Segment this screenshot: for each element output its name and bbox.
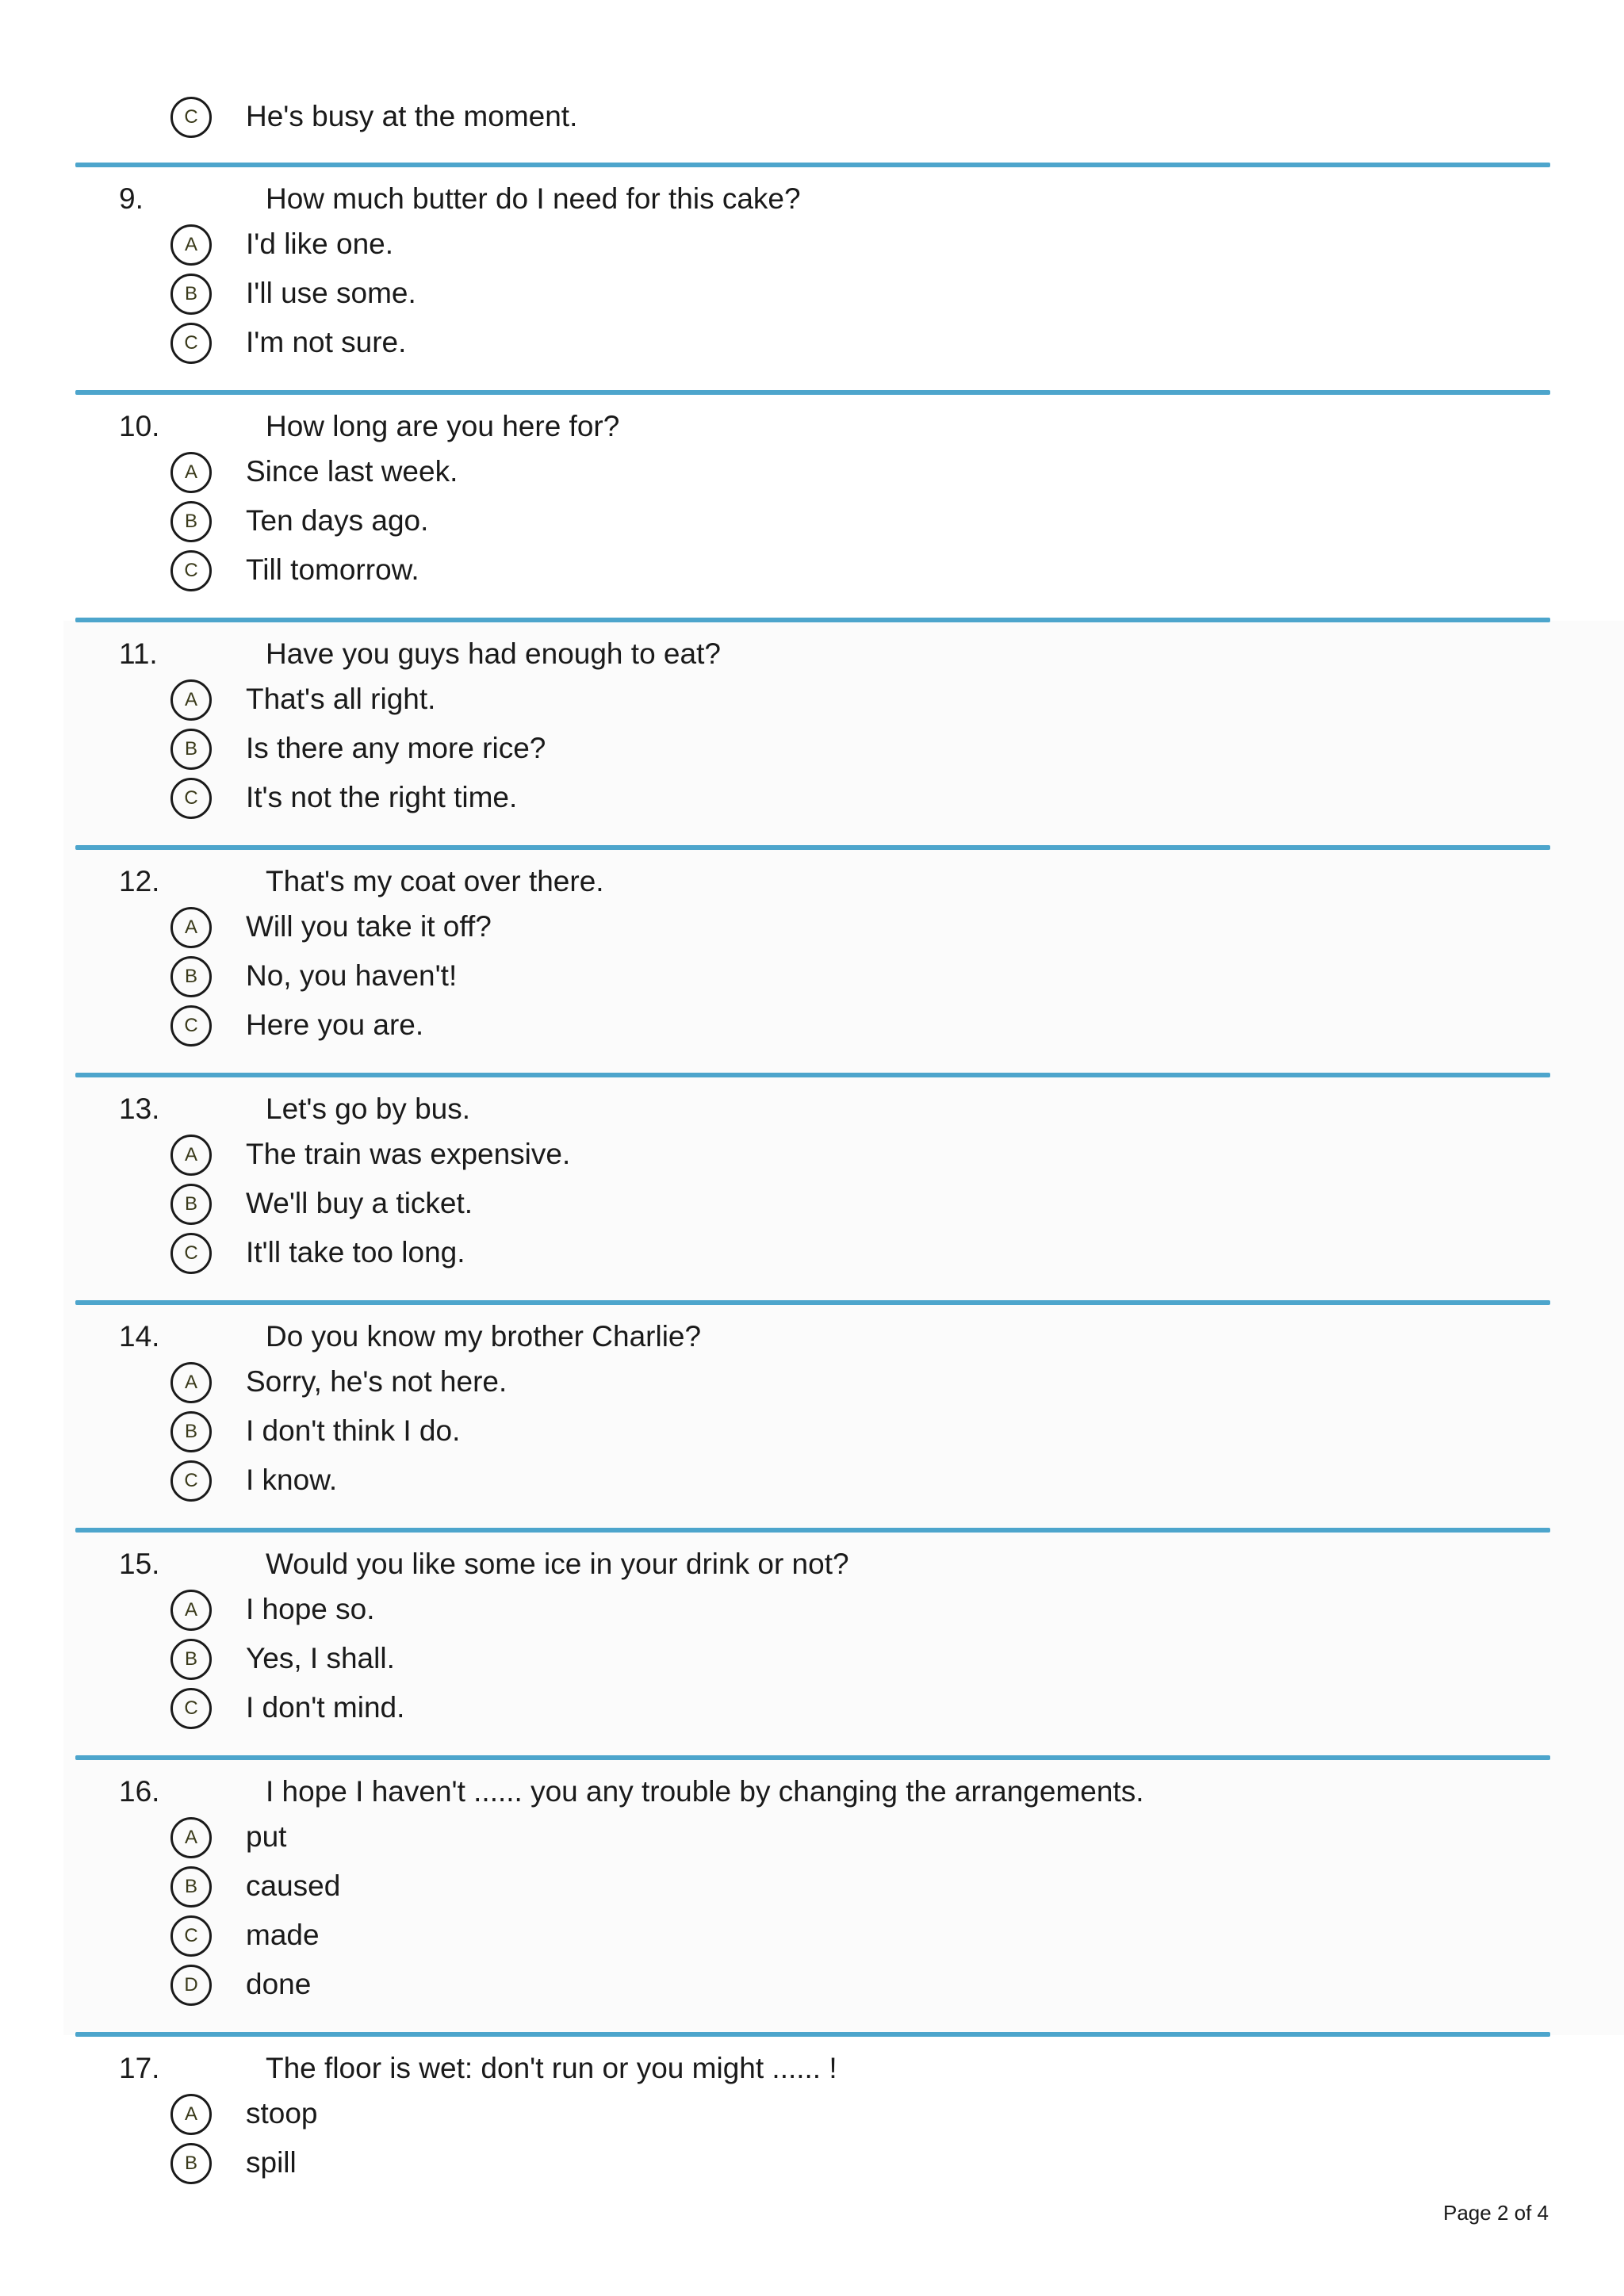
option-text: Yes, I shall. (246, 1642, 395, 1674)
option-circle[interactable]: C (170, 323, 212, 364)
option-text: stoop (246, 2097, 318, 2130)
option-circle[interactable]: A (170, 907, 212, 948)
option-circle[interactable]: A (170, 2094, 212, 2135)
option-circle[interactable]: C (170, 778, 212, 819)
option-text: Will you take it off? (246, 910, 492, 943)
question-text: That's my coat over there. (266, 865, 604, 897)
option-circle[interactable]: C (170, 1688, 212, 1729)
question-number: 13. (119, 1093, 160, 1125)
option-circle[interactable]: B (170, 1639, 212, 1680)
question-number: 15. (119, 1548, 160, 1580)
option-text: Here you are. (246, 1008, 424, 1041)
option-text: I know. (246, 1464, 338, 1496)
question-text: How long are you here for? (266, 410, 620, 442)
option-circle[interactable]: B (170, 274, 212, 315)
option-circle[interactable]: A (170, 679, 212, 721)
option-text: That's all right. (246, 683, 436, 715)
option-circle[interactable]: A (170, 452, 212, 493)
option-text: Till tomorrow. (246, 553, 419, 586)
option-circle[interactable]: C (170, 1233, 212, 1274)
option-text: put (246, 1820, 287, 1853)
page-number: Page 2 of 4 (1443, 2201, 1549, 2225)
question-number: 11. (119, 637, 158, 670)
option-circle[interactable]: C (170, 1005, 212, 1047)
option-text: I'll use some. (246, 277, 416, 309)
divider (75, 618, 1550, 622)
divider (75, 1073, 1550, 1077)
option-text: spill (246, 2146, 297, 2179)
option-circle[interactable]: C (170, 97, 212, 138)
question-text: The floor is wet: don't run or you might ...... ! (266, 2052, 837, 2084)
option-circle[interactable]: A (170, 1817, 212, 1858)
option-circle[interactable]: B (170, 501, 212, 542)
question-text: Would you like some ice in your drink or not? (266, 1548, 849, 1580)
option-text: Is there any more rice? (246, 732, 546, 764)
option-circle[interactable]: B (170, 956, 212, 997)
option-circle[interactable]: C (170, 1915, 212, 1957)
question-text: Let's go by bus. (266, 1093, 471, 1125)
question-number: 14. (119, 1320, 160, 1353)
question-text: I hope I haven't ...... you any trouble by changing the arrangements. (266, 1775, 1144, 1808)
option-text: made (246, 1919, 320, 1951)
divider (75, 1528, 1550, 1533)
option-text: I'm not sure. (246, 326, 407, 358)
option-text: I'd like one. (246, 228, 394, 260)
question-number: 16. (119, 1775, 160, 1808)
question-number: 17. (119, 2052, 160, 2084)
option-text: Sorry, he's not here. (246, 1365, 508, 1398)
option-text: It's not the right time. (246, 781, 518, 813)
option-circle[interactable]: B (170, 1866, 212, 1908)
question-text: Have you guys had enough to eat? (266, 637, 721, 670)
question-number: 10. (119, 410, 160, 442)
option-text: It'll take too long. (246, 1236, 465, 1269)
option-circle[interactable]: B (170, 1411, 212, 1452)
divider (75, 390, 1550, 395)
option-text: I hope so. (246, 1593, 375, 1625)
option-circle[interactable]: C (170, 550, 212, 591)
option-circle[interactable]: A (170, 224, 212, 266)
question-text: How much butter do I need for this cake? (266, 182, 801, 215)
option-circle[interactable]: D (170, 1965, 212, 2006)
option-text: We'll buy a ticket. (246, 1187, 473, 1219)
option-text: He's busy at the moment. (246, 100, 578, 132)
option-circle[interactable]: A (170, 1362, 212, 1403)
divider (75, 1300, 1550, 1305)
divider (75, 163, 1550, 167)
option-text: I don't mind. (246, 1691, 405, 1724)
option-text: I don't think I do. (246, 1414, 461, 1447)
question-text: Do you know my brother Charlie? (266, 1320, 702, 1353)
option-circle[interactable]: A (170, 1590, 212, 1631)
option-circle[interactable]: B (170, 1184, 212, 1225)
divider (75, 2032, 1550, 2037)
divider (75, 845, 1550, 850)
question-number: 9. (119, 182, 144, 215)
divider (75, 1755, 1550, 1760)
question-number: 12. (119, 865, 160, 897)
option-text: Since last week. (246, 455, 458, 488)
option-text: No, you haven't! (246, 959, 458, 992)
option-circle[interactable]: C (170, 1460, 212, 1502)
option-circle[interactable]: B (170, 2143, 212, 2184)
option-text: done (246, 1968, 312, 2000)
option-text: The train was expensive. (246, 1138, 571, 1170)
option-circle[interactable]: B (170, 729, 212, 770)
option-text: caused (246, 1869, 341, 1902)
option-text: Ten days ago. (246, 504, 429, 537)
option-circle[interactable]: A (170, 1135, 212, 1176)
